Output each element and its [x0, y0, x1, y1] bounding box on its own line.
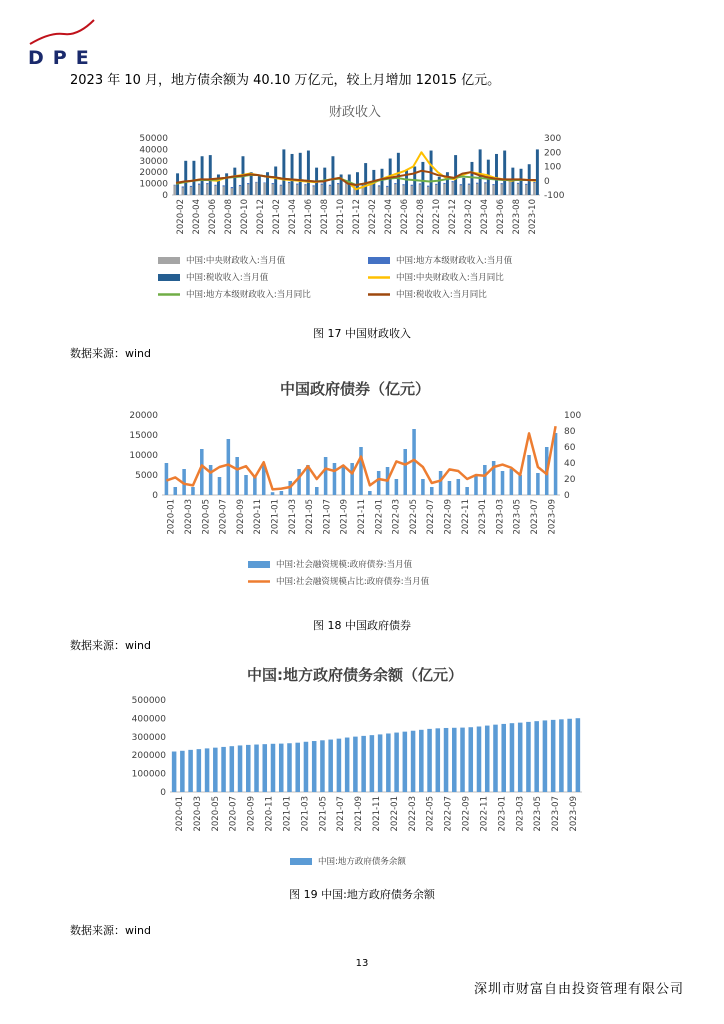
y-tick-label: 100000 — [131, 769, 166, 780]
local-debt-balance-bar — [477, 726, 482, 792]
central-revenue-bar — [394, 184, 396, 195]
x-tick-label: 2020-12 — [256, 199, 266, 235]
y-tick-label: 15000 — [129, 431, 158, 441]
central-revenue-bar — [214, 186, 216, 195]
x-tick-label: 2023-07 — [530, 499, 541, 535]
local-government-debt-chart — [120, 658, 590, 876]
government-bond-bar — [253, 477, 257, 495]
y-tick-label: 30000 — [139, 156, 168, 167]
tax-revenue-bar — [381, 169, 384, 195]
x-tick-label: 2020-05 — [201, 499, 212, 535]
local-debt-balance-bar — [295, 743, 300, 792]
x-tick-label: 2022-04 — [384, 199, 394, 235]
x-tick-label: 2020-04 — [192, 199, 202, 235]
central-revenue-bar — [484, 183, 486, 195]
x-tick-label: 2021-03 — [300, 796, 311, 832]
government-bond-bar — [324, 457, 328, 495]
government-bond-bar — [173, 487, 177, 495]
tax-revenue-bar — [331, 156, 334, 195]
government-bond-bar — [368, 491, 372, 495]
x-tick-label: 2022-05 — [408, 499, 419, 535]
x-tick-label: 2020-07 — [228, 796, 239, 832]
legend-swatch — [158, 274, 180, 281]
tax-revenue-bar — [503, 151, 506, 195]
central-revenue-bar — [280, 186, 282, 195]
central-revenue-bar — [345, 183, 347, 195]
government-bond-bar — [457, 479, 461, 495]
central-revenue-bar — [296, 185, 298, 195]
central-revenue-bar — [321, 185, 323, 195]
legend-label: 中国:地方本级财政收入:当月同比 — [186, 290, 311, 300]
x-tick-label: 2023-07 — [551, 796, 562, 832]
x-tick-label: 2020-01 — [166, 499, 177, 535]
x-tick-label: 2021-10 — [336, 199, 346, 235]
local-debt-balance-bar — [551, 720, 556, 792]
central-revenue-bar — [460, 185, 462, 195]
x-tick-label: 2022-08 — [416, 199, 426, 235]
local-debt-balance-bar — [172, 752, 177, 792]
local-debt-balance-bar — [246, 745, 251, 792]
government-bond-bar — [430, 487, 434, 495]
central-revenue-bar — [517, 184, 519, 195]
tax-revenue-bar — [291, 154, 294, 195]
local-debt-balance-bar — [543, 720, 548, 792]
x-tick-label: 2020-09 — [246, 796, 257, 832]
y-tick-label: 200000 — [131, 751, 166, 762]
y2-tick-label: 80 — [564, 427, 576, 437]
government-bond-bar — [315, 487, 319, 495]
x-tick-label: 2023-05 — [512, 499, 523, 535]
legend-label: 中国:中央财政收入:当月同比 — [396, 273, 504, 283]
tax-revenue-bar — [454, 155, 457, 195]
x-tick-label: 2023-01 — [497, 796, 508, 832]
x-tick-label: 2023-09 — [569, 796, 580, 832]
x-tick-label: 2022-11 — [460, 499, 471, 535]
central-revenue-bar — [190, 187, 192, 195]
government-bond-bar — [235, 457, 239, 495]
government-bond-bar — [280, 491, 284, 495]
x-tick-label: 2023-10 — [528, 199, 538, 235]
central-revenue-bar — [427, 187, 429, 195]
central-revenue-bar — [476, 184, 478, 195]
x-tick-label: 2023-01 — [478, 499, 489, 535]
legend-swatch — [248, 561, 270, 568]
legend-swatch — [368, 257, 390, 264]
tax-revenue-bar — [470, 162, 473, 195]
local-debt-balance-bar — [304, 742, 309, 792]
x-tick-label: 2021-11 — [357, 499, 367, 535]
local-debt-balance-bar — [361, 736, 366, 792]
x-tick-label: 2023-08 — [512, 199, 522, 235]
x-tick-label: 2022-07 — [443, 796, 454, 832]
local-debt-balance-bar — [411, 731, 416, 792]
y-tick-label: 20000 — [129, 411, 158, 421]
x-tick-label: 2021-05 — [305, 499, 316, 535]
central-revenue-bar — [386, 187, 388, 195]
government-bond-bar — [483, 465, 487, 495]
figure-19-source: 数据来源：wind — [70, 924, 152, 937]
government-bond-bar — [439, 471, 443, 495]
local-debt-balance-bar — [468, 727, 473, 792]
tax-revenue-bar — [364, 163, 367, 195]
local-debt-balance-bar — [188, 750, 193, 792]
local-debt-balance-bar — [262, 744, 267, 792]
y-tick-label: 50000 — [139, 134, 168, 144]
x-tick-label: 2023-06 — [496, 199, 506, 235]
x-tick-label: 2022-10 — [432, 199, 442, 235]
local-debt-balance-bar — [205, 748, 210, 792]
government-bond-bar — [227, 439, 231, 495]
central-revenue-bar — [223, 186, 225, 195]
y-tick-label: 500000 — [131, 696, 166, 706]
central-revenue-bar — [288, 183, 290, 195]
local-debt-balance-bar — [394, 733, 399, 792]
government-bond-bar — [403, 449, 407, 495]
figure-17-caption: 图 17 中国财政收入 — [313, 327, 411, 340]
tax-revenue-bar — [258, 176, 261, 195]
legend-label: 中国:税收收入:当月值 — [186, 273, 269, 283]
legend-label: 中国:地方政府债务余额 — [318, 857, 406, 867]
x-tick-label: 2020-03 — [183, 499, 194, 535]
y-tick-label: 10000 — [129, 451, 158, 461]
y-tick-label: 0 — [152, 491, 158, 501]
x-tick-label: 2021-11 — [372, 796, 382, 832]
government-bond-bar — [377, 471, 381, 495]
central-revenue-bar — [206, 184, 208, 195]
tax-revenue-bar — [274, 167, 277, 196]
x-tick-label: 2020-11 — [264, 796, 275, 832]
x-tick-label: 2022-11 — [479, 796, 490, 832]
local-debt-balance-bar — [230, 746, 235, 792]
local-debt-balance-bar — [559, 719, 564, 792]
government-bond-bar — [218, 477, 222, 495]
tax-revenue-bar — [184, 161, 187, 195]
x-tick-label: 2023-09 — [547, 499, 558, 535]
local-debt-balance-bar — [328, 740, 333, 792]
y2-tick-label: 40 — [564, 459, 576, 469]
y2-tick-label: 200 — [544, 148, 562, 159]
legend-label: 中国:中央财政收入:当月值 — [186, 256, 286, 266]
y-tick-label: 40000 — [139, 145, 168, 156]
x-tick-label: 2023-04 — [480, 199, 490, 235]
x-tick-label: 2023-03 — [495, 499, 506, 535]
government-bond-bar — [244, 475, 248, 495]
tax-revenue-bar — [209, 155, 212, 195]
government-bond-bar — [501, 471, 505, 495]
local-debt-balance-bar — [510, 723, 515, 792]
central-revenue-bar — [525, 185, 527, 195]
central-revenue-bar — [182, 188, 184, 195]
x-tick-label: 2022-12 — [448, 199, 458, 235]
local-debt-balance-bar — [452, 728, 457, 792]
local-debt-balance-bar — [197, 749, 202, 792]
local-debt-balance-bar — [271, 744, 276, 792]
local-debt-balance-bar — [567, 719, 572, 792]
local-debt-balance-bar — [427, 729, 432, 792]
government-bond-bar — [474, 475, 478, 495]
y2-tick-label: -100 — [544, 191, 565, 201]
government-bond-bar — [510, 469, 514, 495]
legend-swatch — [290, 858, 312, 865]
local-debt-balance-bar — [419, 730, 424, 792]
local-debt-balance-bar — [493, 725, 498, 792]
government-bond-chart — [120, 372, 590, 594]
tax-revenue-bar — [462, 178, 465, 195]
central-revenue-bar — [468, 185, 470, 195]
government-bond-bar — [191, 487, 195, 495]
intro-paragraph: 2023 年 10 月，地方债余额为 40.10 万亿元，较上月增加 12015 亿元。 — [70, 73, 501, 88]
x-tick-label: 2021-09 — [354, 796, 365, 832]
government-bond-bar — [200, 449, 204, 495]
y2-tick-label: 0 — [564, 491, 570, 501]
central-revenue-bar — [312, 186, 314, 195]
x-tick-label: 2022-01 — [374, 499, 385, 535]
tax-revenue-bar — [421, 162, 424, 195]
x-tick-label: 2022-03 — [407, 796, 418, 832]
x-tick-label: 2020-08 — [224, 199, 234, 235]
y-tick-label: 300000 — [131, 732, 166, 743]
local-debt-balance-bar — [213, 748, 218, 792]
government-bond-bar — [333, 463, 337, 495]
government-bond-bar — [554, 433, 558, 495]
legend-label: 中国:社会融资规模占比:政府债券:当月值 — [276, 577, 430, 587]
tax-revenue-bar — [282, 149, 285, 195]
local-debt-balance-bar — [460, 728, 465, 792]
central-revenue-bar — [198, 185, 200, 195]
x-tick-label: 2020-01 — [174, 796, 185, 832]
tax-revenue-bar — [520, 169, 523, 195]
local-debt-balance-bar — [238, 745, 243, 792]
central-revenue-bar — [239, 186, 241, 195]
tax-revenue-bar — [495, 154, 498, 195]
x-tick-label: 2021-01 — [282, 796, 293, 832]
local-debt-balance-bar — [501, 724, 506, 792]
x-tick-label: 2021-12 — [352, 199, 362, 235]
y2-tick-label: 100 — [564, 411, 582, 421]
central-revenue-bar — [533, 183, 535, 195]
chart-title: 中国:地方政府债务余额（亿元） — [246, 666, 464, 684]
tax-revenue-bar — [307, 151, 310, 195]
local-debt-balance-bar — [526, 722, 531, 792]
central-revenue-bar — [452, 182, 454, 195]
local-debt-balance-bar — [287, 743, 292, 792]
x-tick-label: 2021-06 — [304, 199, 314, 235]
local-debt-balance-bar — [353, 737, 358, 792]
central-revenue-bar — [509, 181, 511, 195]
figure-18-caption: 图 18 中国政府债券 — [313, 619, 411, 632]
y-tick-label: 10000 — [139, 179, 168, 190]
figure-19-caption: 图 19 中国:地方政府债务余额 — [289, 888, 435, 901]
x-tick-label: 2020-10 — [240, 199, 250, 235]
x-tick-label: 2023-05 — [533, 796, 544, 832]
central-revenue-bar — [411, 186, 413, 195]
x-tick-label: 2021-07 — [322, 499, 333, 535]
x-tick-label: 2020-02 — [176, 199, 186, 235]
government-bond-bar — [342, 467, 346, 495]
central-revenue-bar — [263, 183, 265, 195]
x-tick-label: 2022-03 — [391, 499, 402, 535]
central-revenue-bar — [329, 186, 331, 195]
x-tick-label: 2021-02 — [272, 199, 282, 235]
central-revenue-bar — [501, 184, 503, 195]
local-debt-balance-bar — [337, 739, 342, 792]
tax-revenue-bar — [201, 156, 204, 195]
central-revenue-bar — [378, 186, 380, 195]
local-debt-balance-bar — [279, 744, 284, 792]
government-bond-bar — [518, 475, 522, 495]
legend-label: 中国:地方本级财政收入:当月值 — [396, 256, 513, 266]
y2-tick-label: 60 — [564, 443, 576, 453]
x-tick-label: 2020-09 — [235, 499, 246, 535]
legend-label: 中国:税收收入:当月同比 — [396, 290, 487, 300]
x-tick-label: 2020-06 — [208, 199, 218, 235]
tax-revenue-bar — [299, 153, 302, 195]
tax-revenue-bar — [536, 149, 539, 195]
central-revenue-bar — [255, 182, 257, 195]
local-debt-balance-bar — [180, 751, 185, 792]
central-revenue-bar — [337, 184, 339, 195]
company-name: 深圳市财富自由投资管理有限公司 — [473, 982, 684, 997]
chart-title: 中国政府债券（亿元） — [279, 380, 431, 398]
page-number: 13 — [355, 958, 369, 969]
x-tick-label: 2020-07 — [218, 499, 229, 535]
central-revenue-bar — [435, 185, 437, 195]
y-tick-label: 20000 — [139, 168, 168, 179]
local-debt-balance-bar — [345, 738, 350, 792]
x-tick-label: 2022-07 — [426, 499, 437, 535]
x-tick-label: 2020-05 — [210, 796, 221, 832]
local-debt-balance-bar — [485, 726, 490, 792]
dpe-logo — [22, 14, 122, 70]
central-revenue-bar — [231, 188, 233, 195]
y-tick-label: 0 — [160, 788, 166, 798]
x-tick-label: 2022-09 — [443, 499, 454, 535]
x-tick-label: 2022-01 — [389, 796, 400, 832]
local-debt-balance-bar — [518, 723, 523, 792]
government-bond-bar — [395, 479, 399, 495]
government-bond-bar — [421, 479, 425, 495]
x-tick-label: 2021-09 — [339, 499, 350, 535]
legend-swatch — [158, 257, 180, 264]
x-tick-label: 2022-05 — [425, 796, 436, 832]
government-bond-bar — [448, 481, 452, 495]
local-debt-balance-bar — [386, 733, 391, 792]
x-tick-label: 2023-03 — [515, 796, 526, 832]
logo-text: DPE — [28, 47, 98, 69]
central-revenue-bar — [272, 184, 274, 195]
central-revenue-bar — [492, 185, 494, 195]
central-revenue-bar — [173, 185, 175, 195]
central-revenue-bar — [443, 184, 445, 195]
y-tick-label: 5000 — [135, 471, 158, 481]
y2-tick-label: 0 — [544, 176, 550, 187]
x-tick-label: 2022-09 — [461, 796, 472, 832]
government-bond-bar — [465, 487, 469, 495]
y-tick-label: 400000 — [131, 714, 166, 725]
x-tick-label: 2021-05 — [318, 796, 329, 832]
x-tick-label: 2021-03 — [287, 499, 298, 535]
figure-18-source: 数据来源：wind — [70, 639, 152, 652]
local-debt-balance-bar — [444, 728, 449, 792]
government-bond-bar — [350, 463, 354, 495]
tax-revenue-bar — [233, 168, 236, 195]
central-revenue-bar — [419, 185, 421, 195]
y2-tick-label: 20 — [564, 475, 576, 485]
government-bond-bar — [297, 469, 301, 495]
local-debt-balance-bar — [576, 718, 581, 792]
chart-title: 财政收入 — [328, 105, 382, 120]
local-debt-balance-bar — [320, 740, 325, 792]
central-revenue-bar — [247, 184, 249, 195]
x-tick-label: 2020-11 — [253, 499, 264, 535]
local-debt-balance-bar — [221, 747, 226, 792]
y-tick-label: 0 — [162, 191, 168, 201]
government-bond-bar — [271, 492, 275, 495]
fiscal-revenue-chart — [120, 96, 590, 308]
government-bond-bar — [359, 447, 363, 495]
central-revenue-bar — [304, 185, 306, 195]
x-tick-label: 2021-01 — [270, 499, 281, 535]
tax-revenue-bar — [479, 149, 482, 195]
y2-tick-label: 100 — [544, 162, 562, 173]
legend-label: 中国:社会融资规模:政府债券:当月值 — [276, 560, 413, 570]
x-tick-label: 2022-02 — [368, 199, 378, 235]
tax-revenue-bar — [192, 161, 195, 195]
local-debt-balance-bar — [312, 741, 317, 792]
local-debt-balance-bar — [534, 721, 539, 792]
central-revenue-bar — [402, 185, 404, 195]
x-tick-label: 2021-04 — [288, 199, 298, 235]
x-tick-label: 2022-06 — [400, 199, 410, 235]
local-debt-balance-bar — [403, 732, 408, 792]
local-debt-balance-bar — [254, 745, 259, 792]
logo-swoosh — [30, 20, 94, 44]
local-debt-balance-bar — [378, 734, 383, 792]
government-bond-bar — [209, 465, 213, 495]
government-bond-bar — [527, 455, 531, 495]
x-tick-label: 2023-02 — [464, 199, 474, 235]
government-bond-bar — [536, 473, 540, 495]
x-tick-label: 2021-07 — [336, 796, 347, 832]
y2-tick-label: 300 — [544, 134, 562, 144]
x-tick-label: 2020-03 — [192, 796, 203, 832]
figure-17-source: 数据来源：wind — [70, 347, 152, 360]
local-debt-balance-bar — [370, 735, 375, 792]
x-tick-label: 2021-08 — [320, 199, 330, 235]
local-debt-balance-bar — [436, 728, 441, 792]
